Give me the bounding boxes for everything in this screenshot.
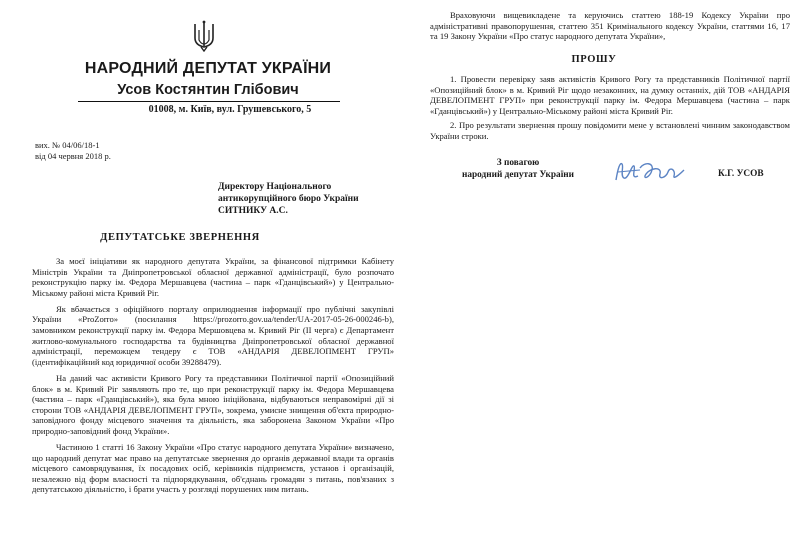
trident-emblem-icon (193, 20, 215, 52)
closing-position: народний депутат України (462, 169, 574, 180)
deputy-name: Усов Костянтин Глібович (117, 82, 299, 98)
outgoing-reference (35, 140, 111, 162)
closing-salutation: З повагою (496, 158, 540, 168)
body-paragraph: На даний час активісти Кривого Рогу та представники Політичної партії «Опозиційний блок» в м. Кривий Ріг заявляють про те, що при реконструкції парку ім. Федора Мершавцева (частина – парк «Гданцівський»), яка була мною ініційована, відбуваються неправомірні дії зі сторони ТОВ «АНДАРІЯ ДЕВЕЛОПМЕНТ ГРУП», зокрема, умисне знищення об'єкта природно-заповідного фонду місцевого значення та діяльність, яка заборонена Законом України «Про природно-заповідний фонд України». (32, 372, 394, 436)
signatory-name: К.Г. УСОВ (718, 169, 764, 179)
request-item: 2. Про результати звернення прошу повідомити мене у встановлені чинним законодавством України строки. (430, 120, 790, 141)
letter-body (32, 256, 394, 500)
body-paragraph: Як вбачається з офіційного порталу оприлюднення інформації про публічні закупівлі України «ProZorro» (посилання https://prozorro.gov.ua/tender/UA-2017-05-26-000246-b), замовником реконструкції парку ім. Федора Мершовцева м. Кривий Ріг (II черга) є Департамент житлово-комунального господарства та будівництва Дніпропетровської обласної державної адміністрації, переможцем тендеру є ТОВ «АНДАРІЯ ДЕВЕЛОПМЕНТ ГРУП» (ідентифікаційний код юридичної особи 39288479). (32, 303, 394, 367)
closing-block (462, 158, 574, 181)
letter-page-right (400, 0, 800, 533)
request-item: 1. Провести перевірку заяв активістів Кривого Рогу та представників Політичної партії «Опозиційний блок» в м. Кривий Ріг щодо незаконних, на думку останніх, дій ТОВ «АНДАРІЯ ДЕВЕЛОПМЕНТ ГРУП» при реконструкції парку ім. Федора Мершавцева (частина – парк «Гданцівський») у Центрально-Міському районі міста Кривий Ріг. (430, 74, 790, 116)
request-list (430, 74, 790, 146)
body-paragraph: За моєї ініціативи як народного депутата України, за фінансової підтримки Кабінету Міністрів України та Дніпропетровської обласної державної адміністрації, було розпочато реконструкцію парку ім. Федора Мершавцева (частина – парк «Гданцівський») у Центрально-Міському районі міста Кривий Ріг. (32, 256, 394, 298)
addressee-line-2: антикорупційного бюро України (218, 194, 359, 204)
header-divider (78, 101, 340, 102)
request-title: ПРОШУ (571, 54, 617, 65)
addressee-block (218, 181, 359, 217)
body-paragraph: Частиною 1 статті 16 Закону України «Про статус народного депутата України» визначено, що народний депутат має право на депутатське звернення до органів державної влади та органів місцевого самоврядування, їх посадових осіб, керівників підприємств, установ і організацій, незалежно від форм власності та підпорядкування, об'єднань громадян з питань, пов'язаних з депутатською діяльністю, і брати участь у розгляді порушених ним питань. (32, 442, 394, 495)
document-title: ДЕПУТАТСЬКЕ ЗВЕРНЕННЯ (100, 232, 260, 243)
handwritten-signature (610, 156, 700, 186)
addressee-line-1: Директору Національного (218, 182, 332, 192)
deputy-title: НАРОДНИЙ ДЕПУТАТ УКРАЇНИ (84, 60, 332, 77)
reference-date: від 04 червня 2018 р. (35, 151, 111, 161)
reference-number: вих. № 04/06/18-1 (35, 140, 100, 150)
deputy-address: 01008, м. Київ, вул. Грушевського, 5 (148, 104, 312, 115)
legal-basis-paragraph: Враховуючи вищевикладене та керуючись статтею 188-19 Кодексу України про адміністративні правопорушення, статтею 351 Кримінального кодексу України, статтями 16, 17 та 19 Закону України «Про статус народного депутата України», (430, 10, 790, 42)
addressee-line-3: СИТНИКУ А.С. (218, 206, 288, 216)
